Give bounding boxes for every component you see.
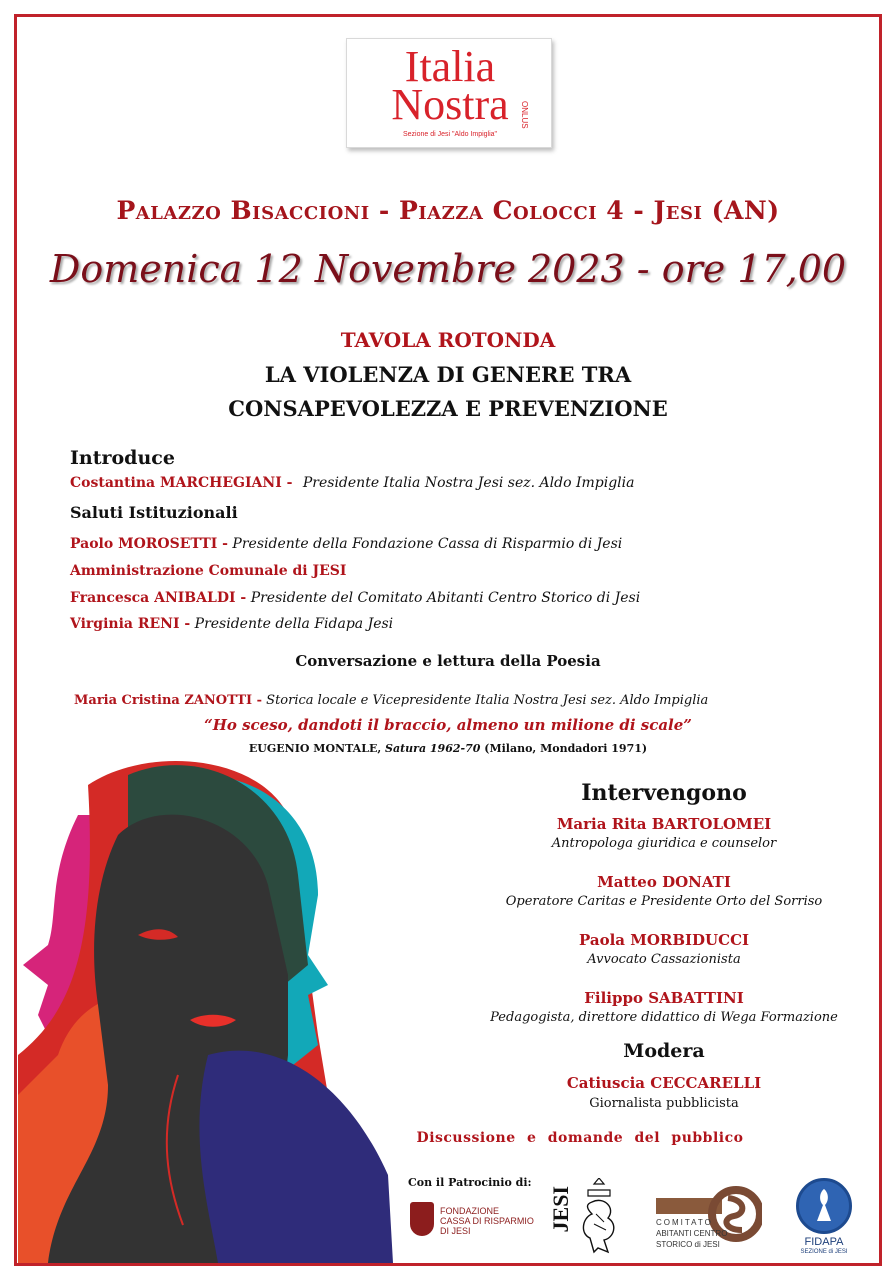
fondazione-line: CASSA DI RISPARMIO — [440, 1216, 534, 1226]
italia-nostra-logo — [346, 38, 552, 148]
poesia-quote: “Ho sceso, dandoti il braccio, almeno un milione di scale” — [204, 716, 692, 734]
fondazione-line: FONDAZIONE — [440, 1206, 500, 1216]
saluti-role: Presidente della Fidapa Jesi — [194, 616, 394, 632]
event-venue: Palazzo Bisaccioni - Piazza Colocci 4 - Jesi (AN) — [116, 196, 780, 225]
saluti-name: Virginia RENI - — [70, 616, 191, 632]
logo-line2: Nostra — [391, 80, 509, 129]
moderator-name: Catiuscia CECCARELLI — [566, 1074, 762, 1092]
saluti-name: Amministrazione Comunale di JESI — [70, 563, 347, 579]
poesia-line — [74, 693, 708, 708]
comune-jesi-logo — [548, 1176, 628, 1256]
saluti-role: Presidente della Fondazione Cassa di Risparmio di Jesi — [232, 536, 623, 552]
intro-line — [70, 475, 635, 491]
saluti-item — [70, 590, 640, 606]
fidapa-section: SEZIONE di JESI — [800, 1249, 848, 1255]
speaker-role: Operatore Caritas e Presidente Orto del Sorriso — [505, 894, 823, 909]
fondazione-line: DI JESI — [440, 1226, 471, 1236]
heads-illustration — [18, 755, 393, 1263]
event-theme-line1: LA VIOLENZA DI GENERE TRA — [264, 362, 632, 387]
poesia-heading: Conversazione e lettura della Poesia — [295, 652, 601, 670]
intro-heading: Introduce — [70, 447, 175, 469]
saluti-item — [70, 616, 393, 632]
comitato-line: ABITANTI CENTRO — [656, 1229, 728, 1238]
saluti-name: Francesca ANIBALDI - — [70, 590, 247, 606]
event-type: TAVOLA ROTONDA — [340, 328, 556, 352]
fondazione-shield-icon — [410, 1202, 434, 1236]
speaker-name: Maria Rita BARTOLOMEI — [556, 815, 772, 833]
fidapa-logo — [794, 1178, 854, 1258]
speaker-role: Antropologa giuridica e counselor — [551, 836, 777, 851]
poesia-citation — [0, 742, 896, 755]
comitato-line: STORICO di JESI — [656, 1240, 720, 1249]
event-date: Domenica 12 Novembre 2023 - ore 17,00 — [49, 247, 847, 291]
fidapa-name: FIDAPA — [804, 1236, 844, 1248]
fondazione-logo — [410, 1198, 540, 1244]
interventi-heading: Intervengono — [581, 780, 747, 806]
cite-publisher: (Milano, Mondadori 1971) — [484, 742, 648, 755]
poesia-name: Maria Cristina ZANOTTI - — [74, 693, 263, 708]
saluti-item — [70, 563, 346, 579]
comitato-line: COMITATO — [656, 1218, 713, 1227]
fidapa-emblem-icon — [796, 1178, 852, 1234]
lion-icon — [574, 1178, 624, 1254]
event-theme-line2: CONSAPEVOLEZZA E PREVENZIONE — [228, 396, 668, 421]
comitato-logo — [656, 1180, 762, 1252]
patrocinio-label: Con il Patrocinio di: — [408, 1176, 532, 1189]
speaker-name: Matteo DONATI — [597, 873, 731, 891]
saluti-role: Presidente del Comitato Abitanti Centro Storico di Jesi — [250, 590, 641, 606]
intro-role: Presidente Italia Nostra Jesi sez. Aldo Impiglia — [302, 475, 635, 491]
logo-onlus: ONLUS — [520, 101, 529, 129]
saluti-item — [70, 536, 622, 552]
poesia-role: Storica locale e Vicepresidente Italia Nostra Jesi sez. Aldo Impiglia — [266, 693, 709, 708]
modera-heading: Modera — [623, 1040, 705, 1062]
intro-name: Costantina MARCHEGIANI - — [70, 475, 293, 491]
saluti-name: Paolo MOROSETTI - — [70, 536, 228, 552]
speaker-role: Pedagogista, direttore didattico di Wega Formazione — [490, 1010, 838, 1025]
moderator-role: Giornalista pubblicista — [589, 1096, 739, 1111]
speaker-name: Paola MORBIDUCCI — [578, 931, 750, 949]
cite-work: Satura 1962-70 — [385, 742, 481, 755]
jesi-text: JESI — [548, 1186, 573, 1233]
logo-subtitle: Sezione di Jesi "Aldo Impiglia" — [402, 131, 498, 138]
discussion-note: Discussione e domande del pubblico — [416, 1130, 744, 1146]
logo-line1: Italia — [404, 42, 496, 91]
navy-body — [199, 1051, 393, 1263]
fondazione-text — [440, 1206, 534, 1236]
saluti-heading: Saluti Istituzionali — [70, 503, 238, 522]
speaker-name: Filippo SABATTINI — [584, 989, 744, 1007]
cite-author: EUGENIO MONTALE, — [248, 742, 382, 755]
speaker-role: Avvocato Cassazionista — [587, 952, 741, 967]
